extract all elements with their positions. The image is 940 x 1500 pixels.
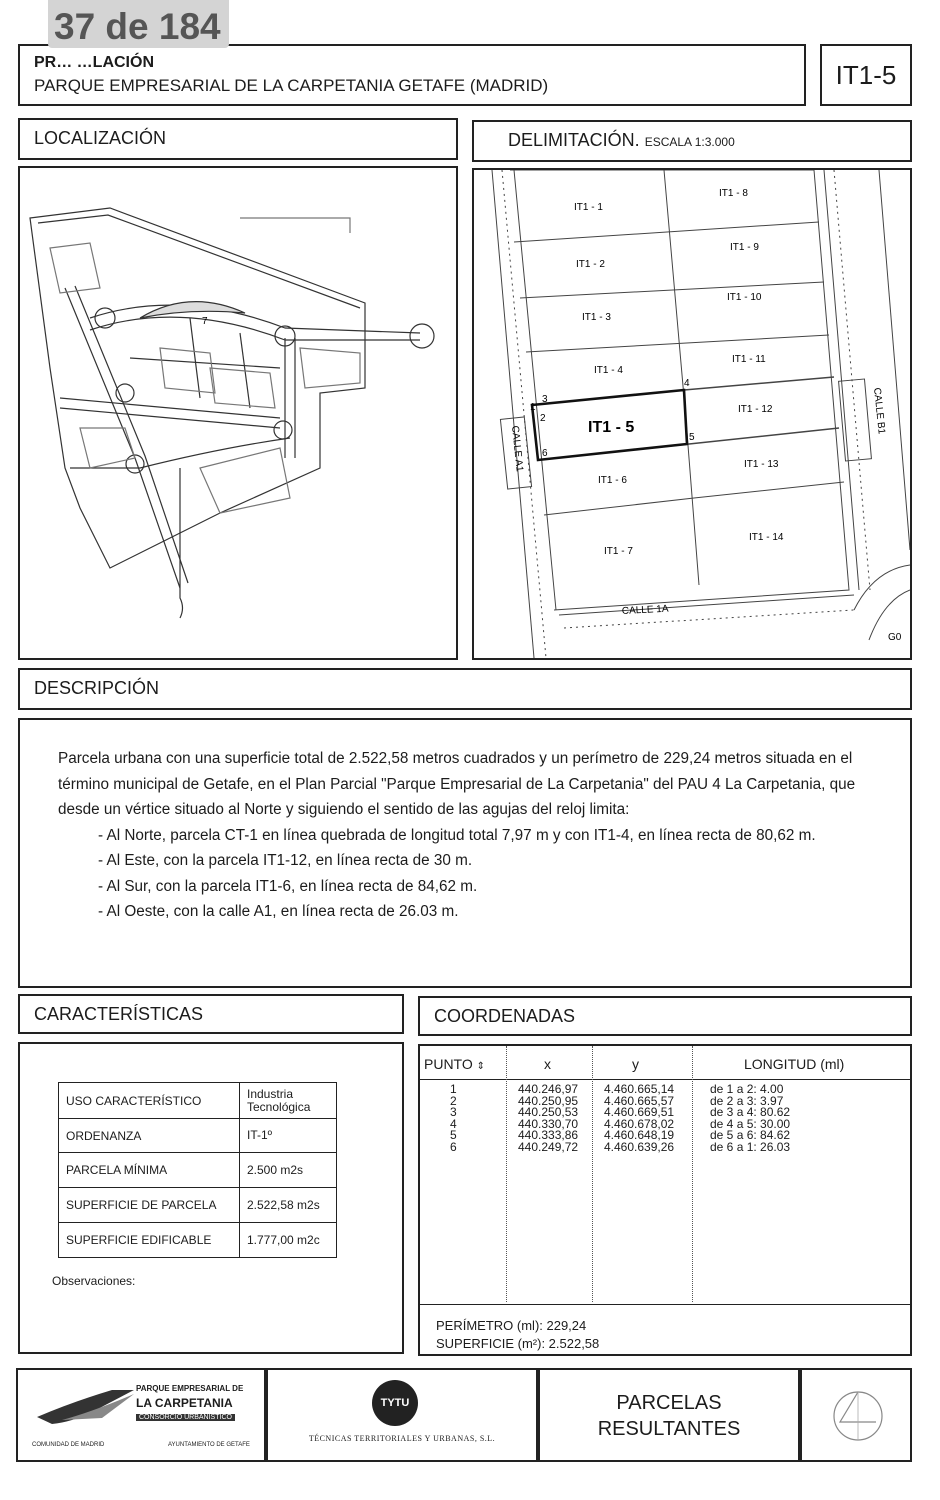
observations-label: Observaciones: (52, 1274, 136, 1288)
project-subtitle: PARQUE EMPRESARIAL DE LA CARPETANIA GETAFE (MADRID) (34, 76, 549, 95)
table-cell: 440.249,72 (518, 1139, 579, 1154)
parcel-label: IT1 - 2 (576, 259, 605, 270)
col-header-y: y (632, 1056, 639, 1072)
parcel-label: IT1 - 1 (574, 202, 603, 213)
table-cell: 4.460.665,14 (604, 1082, 675, 1096)
scale-label: ESCALA 1:3.000 (644, 135, 735, 149)
table-cell: 4 (450, 1116, 457, 1131)
table-cell: 440.246,97 (518, 1082, 579, 1096)
parcel-label: IT1 - 4 (594, 365, 623, 376)
section-caracteristicas (18, 994, 404, 1034)
table-cell: 2 (450, 1093, 457, 1108)
description-intro: Parcela urbana con una superficie total de 2.522,58 metros cuadrados y un perímetro de 229,24 metros situada en el término municipal de Getafe, en el Plan Parcial "Parque Empresarial de La Carpetania" del PAU 4 La Carpetania, que desde un vértice situado al Norte y siguiendo el sentido de las agujas del reloj limita: (58, 750, 856, 818)
footer-firm-box (266, 1368, 538, 1462)
parcel-label-highlighted: IT1 - 5 (588, 419, 635, 436)
page-counter: 37 de 184 (48, 0, 229, 48)
street-label-calle-a1: CALLE A1 (509, 425, 525, 473)
section-delimitacion-label: DELIMITACIÓN. (508, 130, 640, 150)
section-caracteristicas-label: CARACTERÍSTICAS (34, 1004, 204, 1024)
parcel-label: IT1 - 12 (738, 404, 773, 415)
col-header-length: LONGITUD (ml) (744, 1056, 845, 1072)
table-row (59, 1119, 337, 1153)
project-title: PR… …LACIÓN (34, 54, 154, 71)
location-marker: 7 (202, 316, 208, 327)
table-cell: de 6 a 1: 26.03 (710, 1139, 791, 1154)
table-cell: 4.460.665,57 (604, 1093, 675, 1108)
street-label-calle-1a: CALLE 1A (621, 603, 669, 617)
location-map-drawing (20, 168, 456, 658)
table-cell: 1 (450, 1082, 457, 1096)
table-row (59, 1153, 337, 1188)
section-descripcion-label: DESCRIPCIÓN (34, 678, 160, 698)
sort-icon: ⇕ (476, 1061, 486, 1072)
logo-line1: PARQUE EMPRESARIAL DE (136, 1384, 244, 1393)
carpetania-logo-icon (32, 1382, 142, 1432)
table-cell: de 1 a 2: 4.00 (710, 1082, 784, 1096)
logo-line3: CONSORCIO URBANÍSTICO (136, 1414, 235, 1421)
parcel-label: IT1 - 6 (598, 475, 627, 486)
footer-north-box (800, 1368, 912, 1462)
firm-name: TÉCNICAS TERRITORIALES Y URBANAS, S.L. (308, 1434, 496, 1443)
characteristic-value: 1.777,00 m2c (240, 1223, 337, 1258)
table-cell: de 4 a 5: 30.00 (710, 1116, 791, 1131)
parcel-label: IT1 - 13 (744, 459, 779, 470)
table-cell: 440.250,95 (518, 1093, 579, 1108)
section-localizacion (18, 118, 458, 160)
section-localizacion-label: LOCALIZACIÓN (34, 128, 167, 148)
footer-title-box (538, 1368, 800, 1462)
location-map (18, 166, 458, 660)
table-cell: 4.460.639,26 (604, 1139, 675, 1154)
parcel-label: IT1 - 14 (749, 532, 784, 543)
col-divider (592, 1046, 593, 1302)
characteristics-table (58, 1082, 337, 1258)
coordinates-header (420, 1046, 910, 1080)
doc-title-line2: RESULTANTES (597, 1418, 741, 1440)
section-delimitacion (472, 120, 912, 162)
col-header-point: PUNTO ⇕ (424, 1056, 486, 1072)
description-body (18, 718, 912, 988)
characteristic-label: PARCELA MÍNIMA (59, 1153, 240, 1188)
characteristic-value: IT-1º (240, 1119, 337, 1153)
table-row (59, 1188, 337, 1223)
doc-title-line1: PARCELAS (616, 1392, 722, 1414)
footer-logo-box (16, 1368, 266, 1462)
perimeter-value: PERÍMETRO (ml): 229,24 (436, 1318, 587, 1333)
project-header (18, 44, 806, 106)
vertex-label: 4 (684, 378, 690, 389)
section-coordenadas-label: COORDENADAS (434, 1006, 576, 1026)
north-arrow-icon (830, 1388, 886, 1444)
table-row (59, 1223, 337, 1258)
section-descripcion (18, 668, 912, 710)
vertex-label: 2 (540, 413, 546, 424)
table-cell: de 3 a 4: 80.62 (710, 1105, 791, 1119)
limit-item: - Al Norte, parcela CT-1 en línea quebrada de longitud total 7,97 m y con IT1-4, en línea recta de 80,62 m. (98, 826, 816, 844)
table-cell: de 2 a 3: 3.97 (710, 1093, 784, 1108)
limit-item: - Al Sur, con la parcela IT1-6, en línea recta de 84,62 m. (98, 877, 478, 895)
table-cell: 4.460.669,51 (604, 1105, 675, 1119)
logo-right: AYUNTAMIENTO DE GETAFE (168, 1442, 250, 1448)
table-cell: de 5 a 6: 84.62 (710, 1128, 791, 1142)
limit-item: - Al Este, con la parcela IT1-12, en línea recta de 30 m. (98, 852, 473, 869)
table-cell: 3 (450, 1105, 457, 1119)
characteristic-value: 2.500 m2s (240, 1153, 337, 1188)
table-cell: 6 (450, 1139, 457, 1154)
characteristic-label: SUPERFICIE DE PARCELA (59, 1188, 240, 1223)
characteristic-value: 2.522,58 m2s (240, 1188, 337, 1223)
logo-left: COMUNIDAD DE MADRID (32, 1442, 105, 1448)
coord-col-y (604, 1084, 674, 1153)
parcel-code: IT1-5 (820, 44, 912, 106)
parcel-label: IT1 - 10 (727, 292, 762, 303)
delimitation-map (472, 168, 912, 660)
parcel-label: IT1 - 9 (730, 242, 759, 253)
logo-line2: LA CARPETANIA (136, 1396, 233, 1410)
table-cell: 440.330,70 (518, 1116, 579, 1131)
characteristic-label: ORDENANZA (59, 1119, 240, 1153)
table-cell: 440.333,86 (518, 1128, 579, 1142)
table-cell: 440.250,53 (518, 1105, 579, 1119)
vertex-label: 1 (530, 402, 536, 413)
parcel-label: IT1 - 7 (604, 546, 633, 557)
table-cell: 4.460.648,19 (604, 1128, 675, 1142)
characteristic-label: USO CARACTERÍSTICO (59, 1083, 240, 1119)
street-label-calle-b1: CALLE B1 (871, 387, 887, 435)
col-divider (692, 1046, 693, 1302)
characteristic-value: Industria Tecnológica (240, 1083, 337, 1119)
coord-col-point (450, 1084, 470, 1153)
limit-item: - Al Oeste, con la calle A1, en línea recta de 26.03 m. (98, 903, 459, 920)
vertex-label: 5 (689, 432, 695, 443)
table-cell: 4.460.678,02 (604, 1116, 675, 1131)
parcel-label: IT1 - 11 (732, 354, 766, 365)
delimitation-map-drawing (474, 170, 910, 658)
col-divider (506, 1046, 507, 1302)
parcel-label: IT1 - 8 (719, 188, 748, 199)
vertex-label: 3 (542, 394, 548, 405)
characteristic-label: SUPERFICIE EDIFICABLE (59, 1223, 240, 1258)
surface-value: SUPERFICIE (m²): 2.522,58 (436, 1336, 600, 1351)
parcel-label: IT1 - 3 (582, 312, 611, 323)
coord-col-x (518, 1084, 578, 1153)
table-row (59, 1083, 337, 1119)
firm-abbr: TYTU (380, 1397, 410, 1409)
col-header-x: x (544, 1056, 551, 1072)
table-cell: 5 (450, 1128, 457, 1142)
corner-label: G0 (888, 632, 902, 643)
characteristics-panel (18, 1042, 404, 1354)
coord-col-length (710, 1084, 790, 1153)
vertex-label: 6 (542, 448, 548, 459)
description-limits (58, 823, 872, 925)
firm-logo-icon (372, 1380, 418, 1426)
section-coordenadas (418, 996, 912, 1036)
coordinates-panel (418, 1044, 912, 1356)
totals-divider (420, 1304, 910, 1305)
